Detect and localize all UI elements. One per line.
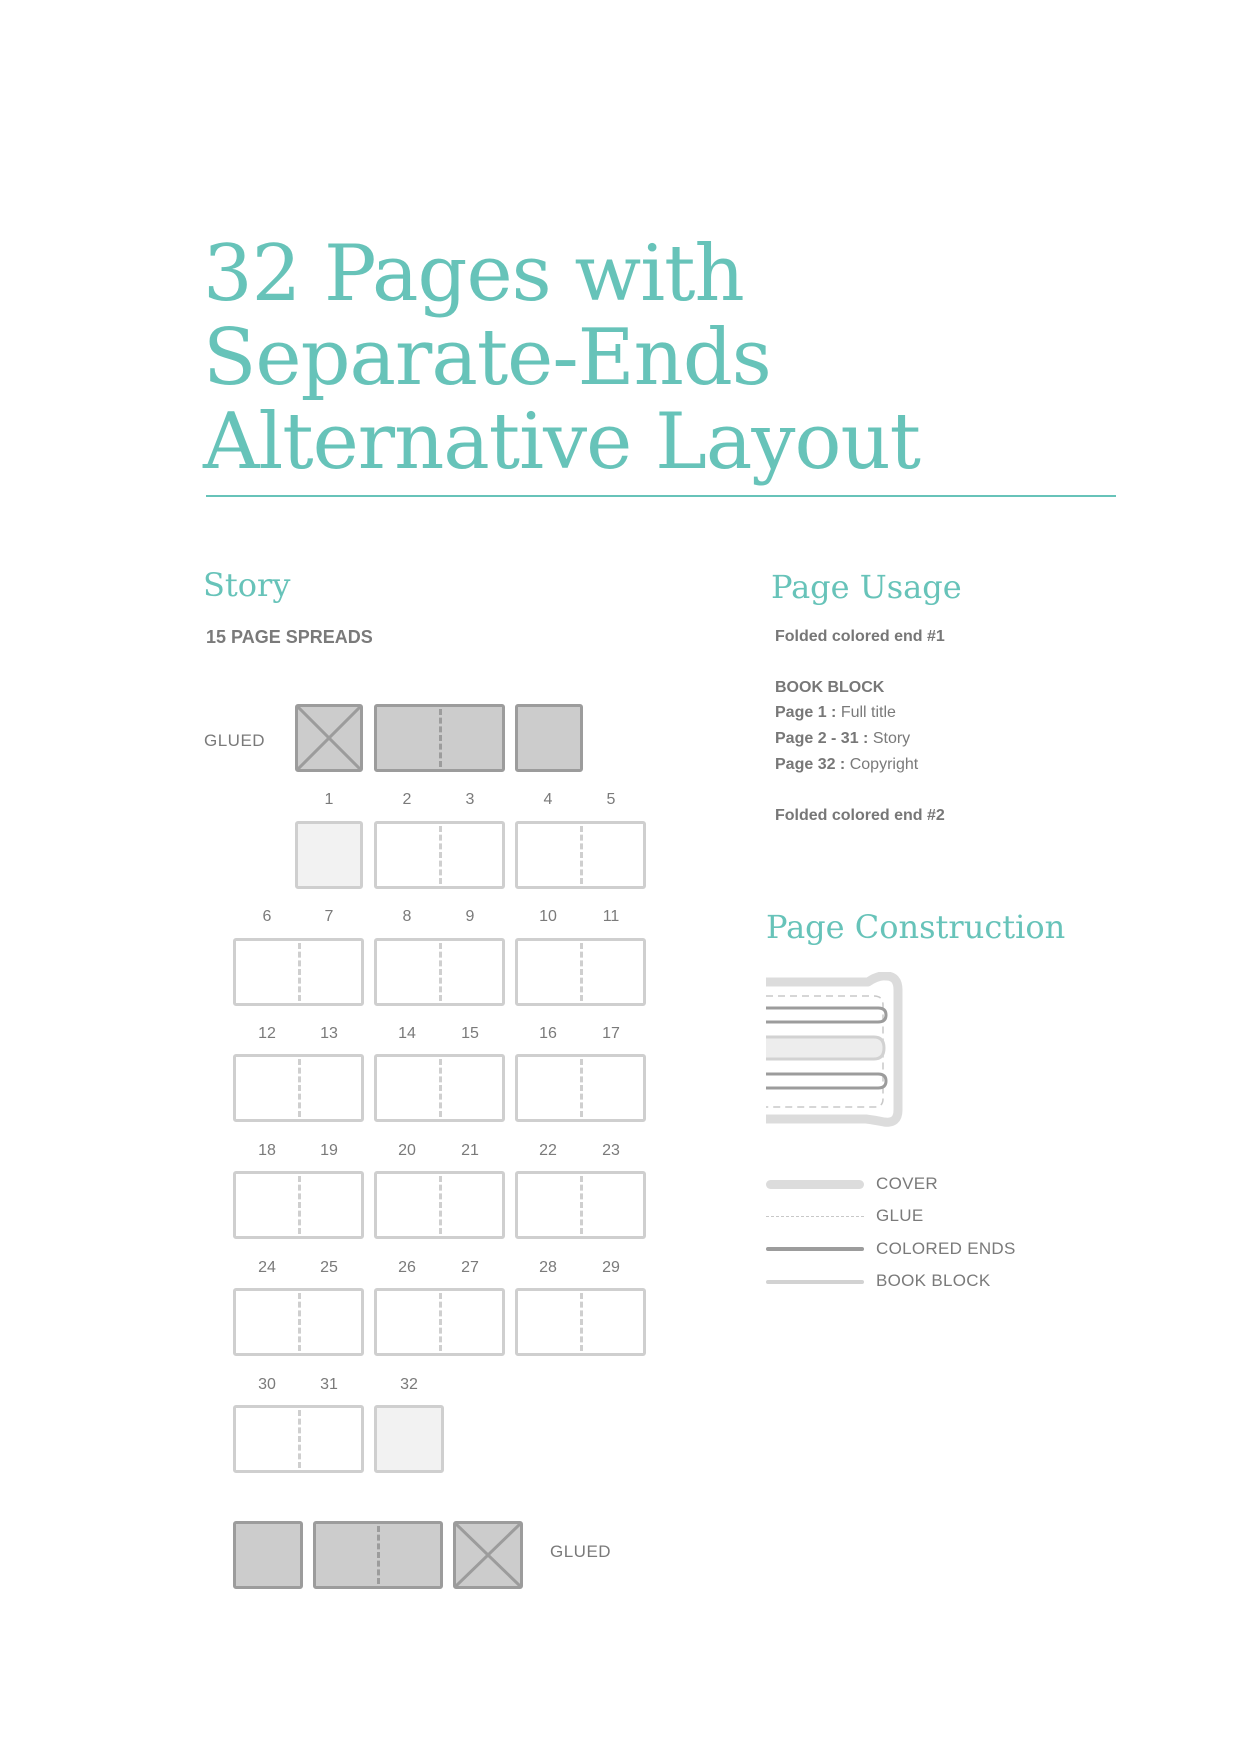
page-spread <box>233 1405 364 1473</box>
page-spread <box>233 1054 364 1122</box>
page-number-13: 13 <box>320 1025 338 1042</box>
page-number-19: 19 <box>320 1142 338 1159</box>
legend-book-block-label: BOOK BLOCK <box>876 1271 991 1290</box>
glued-cross-icon <box>298 707 360 769</box>
page-number-12: 12 <box>258 1025 276 1042</box>
page-number-20: 20 <box>398 1142 416 1159</box>
page-number-3: 3 <box>465 791 475 808</box>
page-number-15: 15 <box>461 1025 479 1042</box>
page-number-5: 5 <box>606 791 616 808</box>
page-usage-heading: Page Usage <box>771 568 962 606</box>
legend-cover-swatch <box>766 1180 864 1189</box>
page-spread <box>233 1288 364 1356</box>
fold-line <box>439 1293 442 1351</box>
page-spread <box>515 821 646 889</box>
page-construction-heading: Page Construction <box>766 908 1066 946</box>
fold-line <box>580 943 583 1001</box>
page-spread <box>515 1171 646 1239</box>
end-spread <box>374 704 505 772</box>
page-spread <box>515 938 646 1006</box>
page-number-9: 9 <box>465 908 475 925</box>
page-number-27: 27 <box>461 1259 479 1276</box>
story-heading: Story <box>203 566 291 604</box>
legend-glue-swatch <box>766 1216 864 1217</box>
page-number-32: 32 <box>400 1376 418 1393</box>
page-number-4: 4 <box>543 791 553 808</box>
colored-end-bottom <box>766 1074 886 1088</box>
fold-line <box>580 826 583 884</box>
fold-line <box>298 1293 301 1351</box>
page-spread <box>515 1054 646 1122</box>
legend-colored-ends-label: COLORED ENDS <box>876 1239 1016 1258</box>
glued-end-page <box>295 704 363 772</box>
page-spread <box>374 1054 505 1122</box>
single-page <box>295 821 363 889</box>
end-flyleaf-page <box>233 1521 303 1589</box>
usage-book-block <box>775 678 884 698</box>
usage-page-2-31 <box>775 729 910 749</box>
page-spread <box>515 1288 646 1356</box>
usage-end-1-text: Folded colored end #1 <box>775 628 945 645</box>
page-number-18: 18 <box>258 1142 276 1159</box>
page-number-10: 10 <box>539 908 557 925</box>
page-number-11: 11 <box>602 908 620 925</box>
end-spread <box>313 1521 443 1589</box>
glued-cross-icon <box>456 1524 520 1586</box>
page-spread <box>233 938 364 1006</box>
page-number-14: 14 <box>398 1025 416 1042</box>
fold-line <box>439 943 442 1001</box>
title-divider <box>206 495 1116 497</box>
book-construction-diagram <box>766 972 926 1132</box>
page-number-29: 29 <box>602 1259 620 1276</box>
usage-page-32-label: Page 32 : <box>775 756 846 773</box>
page-title <box>203 229 921 487</box>
usage-page-2-31-value: Story <box>872 730 911 747</box>
usage-end-2-text: Folded colored end #2 <box>775 807 945 824</box>
page-number-23: 23 <box>602 1142 620 1159</box>
page-number-30: 30 <box>258 1376 276 1393</box>
title-line-3: Alternative Layout <box>203 397 921 487</box>
fold-line <box>580 1059 583 1117</box>
glued-end-page <box>453 1521 523 1589</box>
page-number-24: 24 <box>258 1259 276 1276</box>
page-number-16: 16 <box>539 1025 557 1042</box>
usage-end-1 <box>775 627 945 647</box>
page-number-8: 8 <box>402 908 412 925</box>
page-number-26: 26 <box>398 1259 416 1276</box>
page-number-25: 25 <box>320 1259 338 1276</box>
fold-line <box>298 1410 301 1468</box>
page-spread <box>374 821 505 889</box>
legend-cover-label: COVER <box>876 1174 938 1193</box>
page-number-17: 17 <box>602 1025 620 1042</box>
fold-line <box>298 943 301 1001</box>
usage-page-1-value: Full title <box>840 704 896 721</box>
usage-page-1-label: Page 1 : <box>775 704 837 721</box>
page-spread <box>374 938 505 1006</box>
usage-book-block-text: BOOK BLOCK <box>775 679 885 696</box>
page-number-28: 28 <box>539 1259 557 1276</box>
glued-label-bottom: GLUED <box>550 1542 612 1561</box>
glued-label-top: GLUED <box>204 731 266 750</box>
colored-end-top <box>766 1008 886 1022</box>
fold-line <box>439 1059 442 1117</box>
fold-line <box>580 1293 583 1351</box>
page-number-21: 21 <box>461 1142 479 1159</box>
usage-page-32 <box>775 755 918 775</box>
end-flyleaf-page <box>515 704 583 772</box>
page-number-1: 1 <box>324 791 334 808</box>
page-spread <box>374 1288 505 1356</box>
page-number-7: 7 <box>324 908 334 925</box>
fold-line <box>298 1176 301 1234</box>
fold-line <box>377 1526 380 1584</box>
usage-page-32-value: Copyright <box>849 756 919 773</box>
spread-count: 15 PAGE SPREADS <box>206 627 373 647</box>
title-line-1: 32 Pages with <box>203 229 744 319</box>
title-line-2: Separate-Ends <box>203 313 771 403</box>
page-spread <box>233 1171 364 1239</box>
fold-line <box>439 1176 442 1234</box>
fold-line <box>298 1059 301 1117</box>
fold-line <box>439 826 442 884</box>
page-spread <box>374 1171 505 1239</box>
book-block-middle <box>766 1037 884 1059</box>
legend-book-block-swatch <box>766 1280 864 1284</box>
usage-page-1 <box>775 703 896 723</box>
page-number-22: 22 <box>539 1142 557 1159</box>
legend-colored-ends-swatch <box>766 1247 864 1251</box>
legend-glue-label: GLUE <box>876 1206 924 1225</box>
fold-line <box>580 1176 583 1234</box>
usage-end-2 <box>775 806 945 826</box>
usage-page-2-31-label: Page 2 - 31 : <box>775 730 869 747</box>
page-number-31: 31 <box>320 1376 338 1393</box>
page-number-6: 6 <box>262 908 272 925</box>
single-page <box>374 1405 444 1473</box>
fold-line <box>439 709 442 767</box>
page-number-2: 2 <box>402 791 412 808</box>
